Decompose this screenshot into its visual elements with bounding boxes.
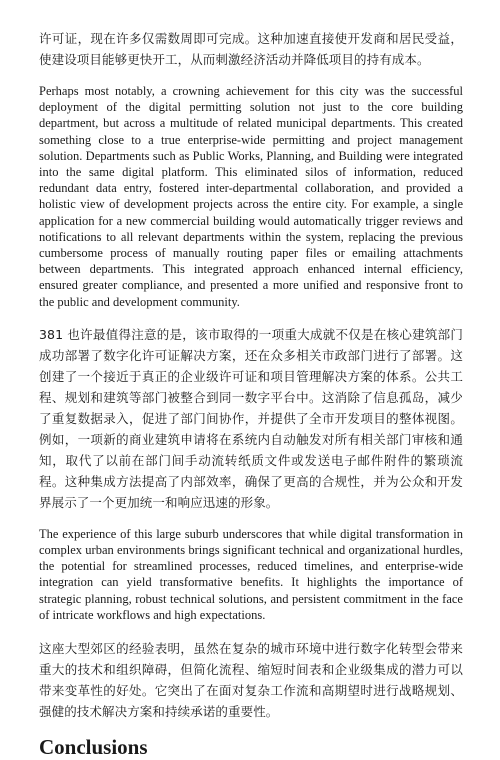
paragraph-zh-experience: 这座大型郊区的经验表明，虽然在复杂的城市环境中进行数字化转型会带来重大的技术和组织障碍，但简化流程、缩短时间表和企业级集成的潜力可以带来变革性的好处。它突出了在面对复杂工作流和高期望时进行战略规划、强健的技术解决方案和持续承诺的重要性。 — [39, 641, 463, 720]
document-page — [39, 28, 463, 760]
paragraph-zh-intro: 许可证，现在许多仅需数周即可完成。这种加速直接使开发商和居民受益，使建设项目能够更快开工，从而刺激经济活动并降低项目的持有成本。 — [39, 31, 463, 67]
paragraph-en-integration: Perhaps most notably, a crowning achievement for this city was the successful deployment of the digital permitting solution not just to the core building department, but across a multitude of related municipal departments. This created something close to a true enterprise-wide permitting and project management solution. Departments such as Public Works, Planning, and Building were integrated into the same digital platform. This eliminated silos of information, reduced redundant data entry, fostered inter-departmental collaboration, and provided a holistic view of development projects across the entire city. For example, a single application for a new commercial building would automatically trigger reviews and notifications to all relevant departments within the system, replacing the previous cumbersome process of manually routing paper files or emailing attachments between departments. This integrated approach enhanced internal efficiency, ensured greater compliance, and presented a more unified and responsive front to the public and development community. — [39, 84, 463, 309]
paragraph-en-experience: The experience of this large suburb underscores that while digital transformation in complex urban environments brings significant technical and organizational hurdles, the potential for streamlined processes, reduced timelines, and enterprise-wide integration can yield transformative benefits. It highlights the importance of strategic planning, robust technical solutions, and persistent commitment in the face of intricate workflows and high expectations. — [39, 526, 463, 622]
section-heading-conclusions: Conclusions — [39, 735, 148, 760]
paragraph-zh-integration: 381 也许最值得注意的是，该市取得的一项重大成就不仅是在核心建筑部门成功部署了数字化许可证解决方案，还在众多相关市政部门进行了部署。这创建了一个接近于真正的企业级许可证和项目管理解决方案的体系。公共工程、规划和建筑等部门被整合到同一数字平台中。这消除了信息孤岛，减少了重复数据录入，促进了部门间协作，并提供了全市开发项目的整体视图。例如，一项新的商业建筑申请将在系统内自动触发对所有相关部门审核和通知，取代了以前在部门间手动流转纸质文件或发送电子邮件附件的繁琐流程。这种集成方法提高了内部效率，确保了更高的合规性，并为公众和开发界展示了一个更加统一和响应迅速的形象。 — [39, 326, 463, 510]
